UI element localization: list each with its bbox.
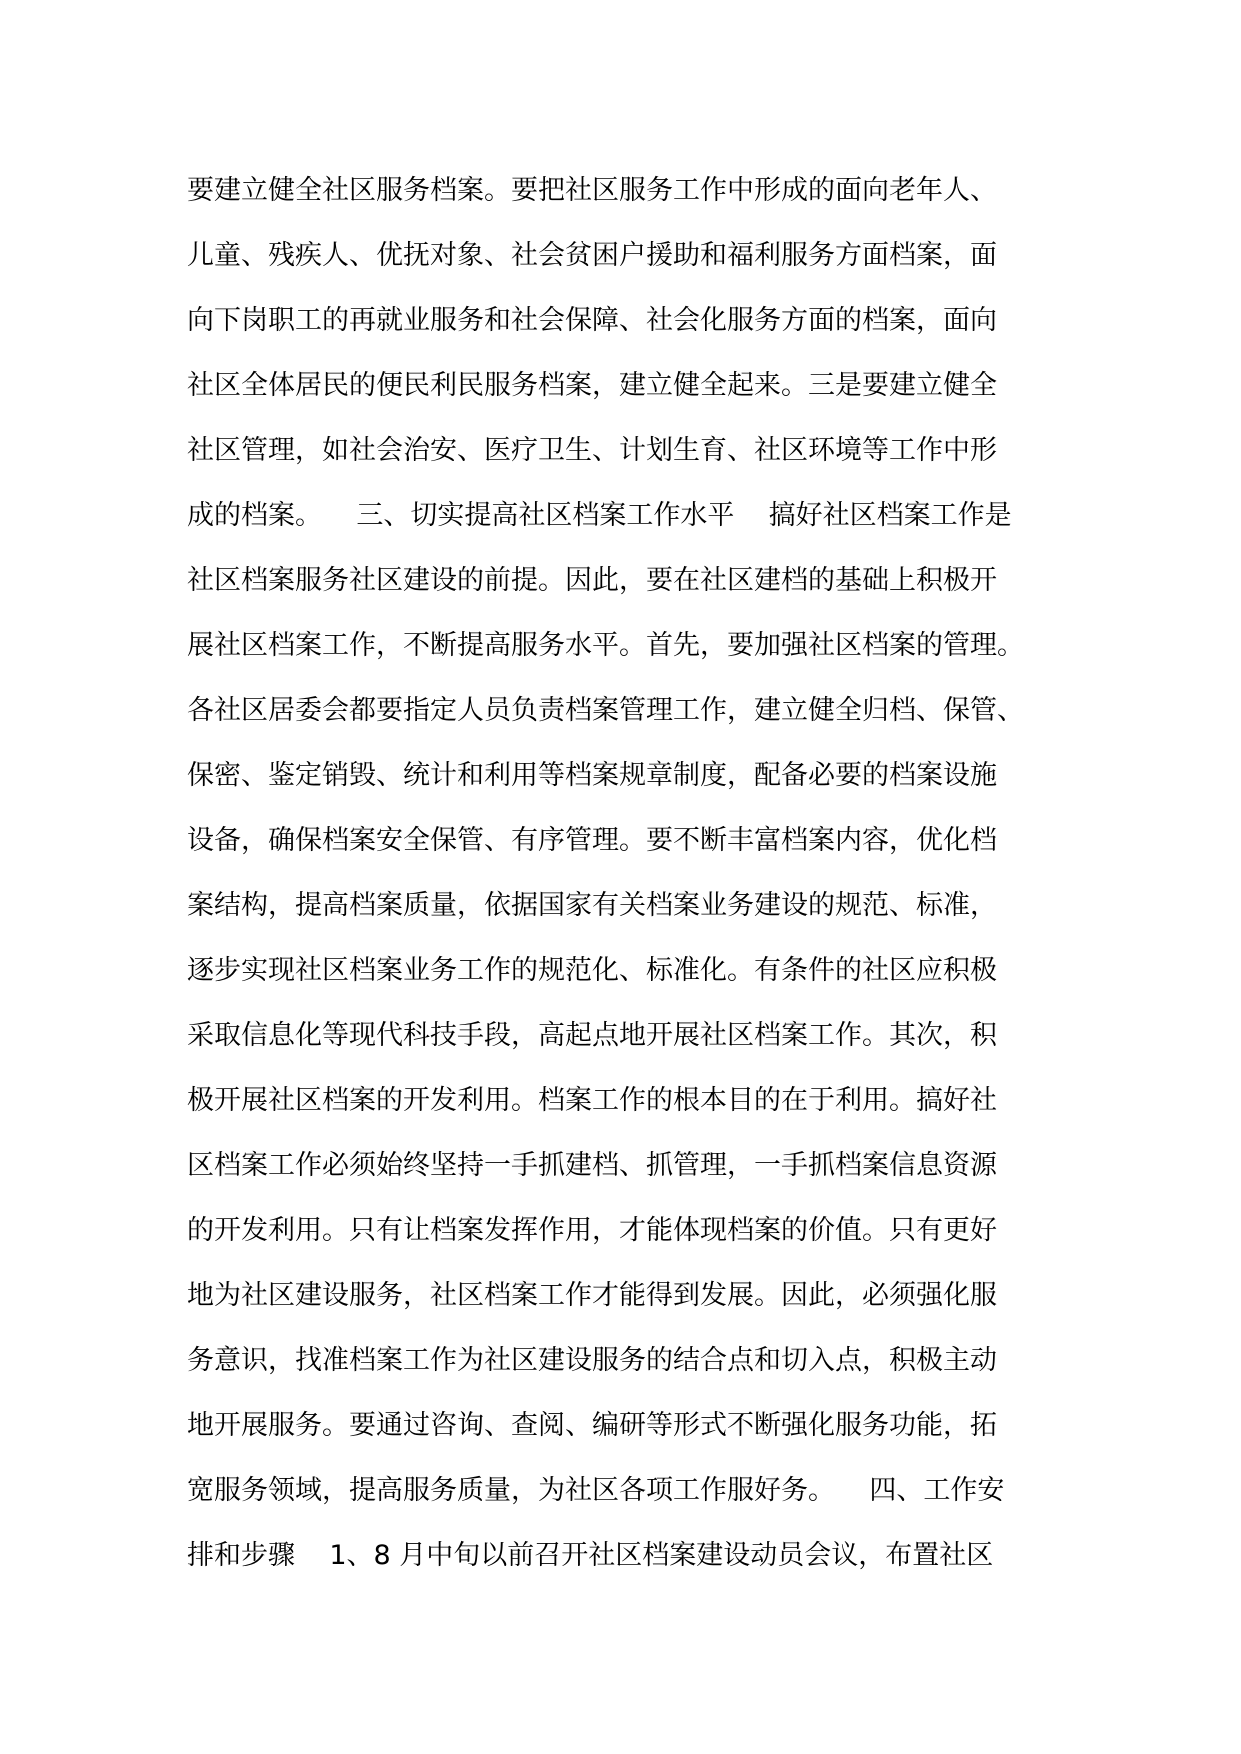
text-line: 逐步实现社区档案业务工作的规范化、标准化。有条件的社区应积极 [187,955,997,986]
text-line: 要建立健全社区服务档案。要把社区服务工作中形成的面向老年人、 [187,175,997,206]
text-line: 地为社区建设服务，社区档案工作才能得到发展。因此，必须强化服 [187,1280,997,1311]
text-line: 社区档案服务社区建设的前提。因此，要在社区建档的基础上积极开 [187,565,997,596]
text-line: 务意识，找准档案工作为社区建设服务的结合点和切入点，积极主动 [187,1345,997,1376]
text-line: 的开发利用。只有让档案发挥作用，才能体现档案的价值。只有更好 [187,1215,997,1246]
text-line: 成的档案。 三、切实提高社区档案工作水平 搞好社区档案工作是 [187,500,1012,531]
text-line: 极开展社区档案的开发利用。档案工作的根本目的在于利用。搞好社 [187,1085,997,1116]
text-line: 保密、鉴定销毁、统计和利用等档案规章制度，配备必要的档案设施 [187,760,997,791]
text-line: 采取信息化等现代科技手段，高起点地开展社区档案工作。其次，积 [187,1020,997,1051]
text-line: 区档案工作必须始终坚持一手抓建档、抓管理，一手抓档案信息资源 [187,1150,997,1181]
text-line: 案结构，提高档案质量，依据国家有关档案业务建设的规范、标准， [187,890,997,921]
text-line: 展社区档案工作，不断提高服务水平。首先，要加强社区档案的管理。 [187,630,1024,661]
text-line: 社区管理，如社会治安、医疗卫生、计划生育、社区环境等工作中形 [187,435,997,466]
text-line: 向下岗职工的再就业服务和社会保障、社会化服务方面的档案，面向 [187,305,997,336]
text-line: 宽服务领域，提高服务质量，为社区各项工作服好务。 四、工作安 [187,1475,1005,1506]
text-line: 社区全体居民的便民利民服务档案，建立健全起来。三是要建立健全 [187,370,997,401]
text-line: 设备，确保档案安全保管、有序管理。要不断丰富档案内容，优化档 [187,825,997,856]
text-line: 各社区居委会都要指定人员负责档案管理工作，建立健全归档、保管、 [187,695,1024,726]
body-text [187,158,1067,1588]
text-line: 儿童、残疾人、优抚对象、社会贫困户援助和福利服务方面档案，面 [187,240,997,271]
text-line: 地开展服务。要通过咨询、查阅、编研等形式不断强化服务功能，拓 [187,1410,997,1441]
text-line: 排和步骤 1、8 月中旬以前召开社区档案建设动员会议，布置社区 [187,1540,994,1571]
